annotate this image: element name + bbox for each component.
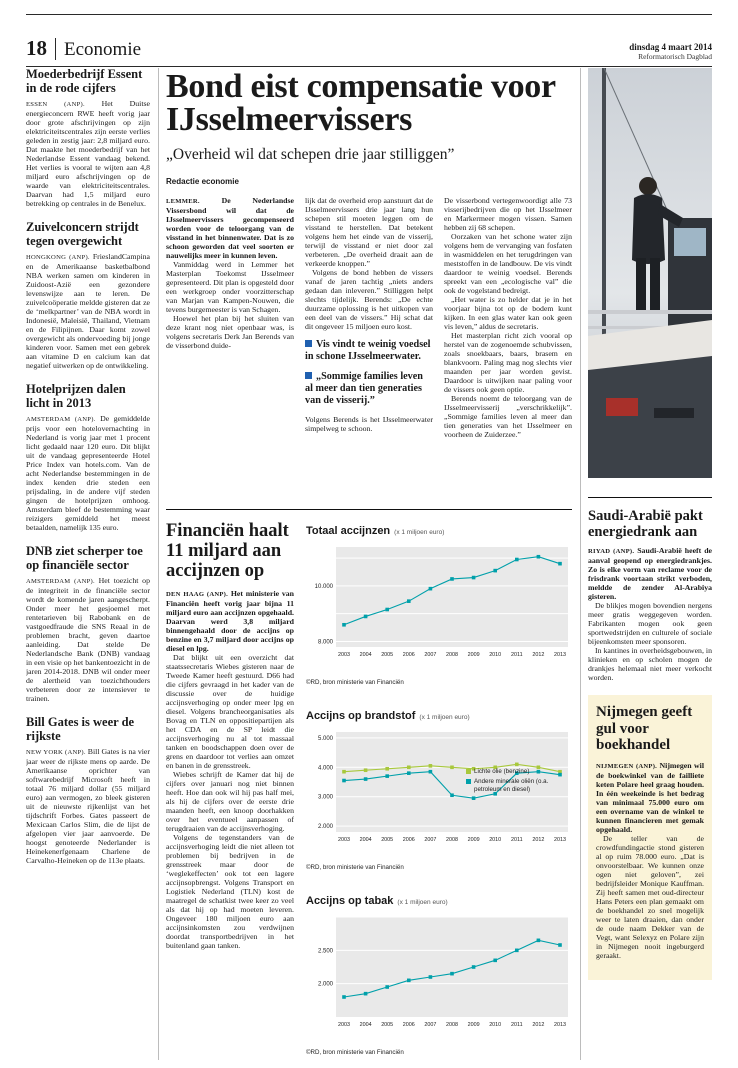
svg-text:2010: 2010 xyxy=(489,652,502,658)
chart-source: ©RD, bron ministerie van Financiën xyxy=(306,679,404,686)
article-paragraph: „Het water is zo helder dat je in het voorjaar bijna tot op de bodem kunt kijken. In een glas water kan ook geen vis leven,” aldus de secretaris. xyxy=(444,295,572,331)
article-paragraph: In kantines in overheidsgebouwen, in klinieken en op scholen mogen de drankjes helemaal niet meer verkocht worden. xyxy=(588,646,712,682)
section-block xyxy=(26,36,141,61)
section-divider xyxy=(588,497,712,498)
chart-totaal-accijnzen xyxy=(306,521,572,686)
article-paragraph: Volgens Berends is het IJsselmeerwater simpelweg te schoon. xyxy=(305,415,433,433)
article-lead: De Nederlandse Vissersbond wil dat de IJsselmeervissers gecompenseerd worden voor de teloorgang van de visstand in het binnenwater. Dat is zo schoon geworden dat veel soorten er nauwelijks meer in kunnen leven. xyxy=(166,196,294,260)
right-column xyxy=(588,68,712,1060)
dateline: NEW YORK (ANP). xyxy=(26,749,86,756)
svg-text:2010: 2010 xyxy=(489,1022,502,1028)
svg-text:2008: 2008 xyxy=(446,837,458,843)
svg-text:2006: 2006 xyxy=(402,1022,415,1028)
svg-text:2003: 2003 xyxy=(338,652,350,658)
chart-canvas xyxy=(306,911,572,1048)
article-body: Bill Gates is na vier jaar weer de rijkste mens op aarde. De Amerikaanse oprichter van softwarebedrijf Microsoft heeft in totaal 76 miljard dollar (55 miljard euro) aan vermogen, zo bleek gisteren uit de nieuwste rijkenlijst van het tijdschrift Forbes. Gates passeert de Mexicaan Carlos Slim, die de lijst de afgelopen vier jaar aanvoerde. De hoogst genoteerde Nederlander is Heinekenerfgenaam Charlene de Carvalho-Heineken op de 113e plaats. xyxy=(26,747,150,865)
svg-text:2012: 2012 xyxy=(532,652,545,658)
chart-svg xyxy=(306,541,572,673)
svg-text:2012: 2012 xyxy=(532,1022,545,1028)
article-paragraph: Hoewel het plan bij het sluiten van deze krant nog niet openbaar was, is volgens secretaris Derk Jan Berends van de visserbond duide- xyxy=(166,314,294,350)
article-lead: Het ministerie van Financiën heeft vorig jaar bijna 11 miljard euro aan accijnzen opgehaald. Daarvan werd 3,8 miljard binnengehaald door de accijns op benzine en 3,7 miljard door accijns op diesel en lpg. xyxy=(166,589,294,653)
date-block xyxy=(629,42,712,61)
chart-unit: (x 1 miljoen euro) xyxy=(419,714,470,721)
chart-unit: (x 1 miljoen euro) xyxy=(394,529,445,536)
dateline: AMSTERDAM (ANP). xyxy=(26,416,96,423)
fisherman-photo xyxy=(588,68,712,478)
svg-text:2009: 2009 xyxy=(467,1022,480,1028)
legend-entry xyxy=(466,768,566,775)
section-title: Economie xyxy=(64,39,142,60)
svg-text:2004: 2004 xyxy=(359,1022,372,1028)
dateline: DEN HAAG (ANP). xyxy=(166,591,229,598)
svg-text:2005: 2005 xyxy=(381,837,394,843)
main-subhead: „Overheid wil dat schepen drie jaar stilliggen” xyxy=(166,146,455,163)
chart-accijns-tabak xyxy=(306,891,572,1056)
chart-legend xyxy=(466,768,566,796)
svg-text:2007: 2007 xyxy=(424,1022,437,1028)
article-title: DNB ziet scherper toe op financiële sector xyxy=(26,544,143,572)
briefs-column xyxy=(26,68,150,1060)
legend-label: Andere minerale oliën (o.a. petroleum en diesel) xyxy=(474,778,549,793)
byline: Redactie economie xyxy=(166,177,239,186)
article-paragraph: Het masterplan richt zich vooral op herstel van de zogenoemde schubvissen, zoals snoekbaars, baars, brasem en blankvoorn. Paling mag nog slechts vier maanden per jaar worden gevist. Daardoor is uitwijken naar paling voor de vissers ook geen optie. xyxy=(444,331,572,394)
chart-unit: (x 1 miljoen euro) xyxy=(397,899,448,906)
svg-text:2.500: 2.500 xyxy=(317,948,333,955)
dateline: AMSTERDAM (ANP). xyxy=(26,578,95,585)
page-content xyxy=(26,68,712,1060)
svg-text:2008: 2008 xyxy=(446,1022,458,1028)
svg-text:2013: 2013 xyxy=(554,652,566,658)
article-title: Moederbedrijf Essent in de rode cijfers xyxy=(26,68,143,95)
article-lead: Saudi-Arabië heeft de aanval geopend op energiedrankjes. Zo is elke vorm van reclame voor de frisdrank voortaan strikt verboden, meldde de zender Al-Arabiya gisteren. xyxy=(588,546,712,601)
main-article xyxy=(166,70,572,488)
article-paragraph: Volgens de tegenstanders van de accijnsverhoging leidt die niet alleen tot problemen bij bedrijven in de grensstreek maar door de ‘weglekeffecten’ ook tot een lagere accijnsopbrengst. Volgens Transport en Logistiek Nederland (TLN) kost de maatregel de schatkist twee keer zo veel als dat hij op had moeten leveren. Ongeveer 180 miljoen euro aan accijnsinkomsten zou verdwijnen doordat transportbedrijven in het buitenland gaan tanken. xyxy=(166,833,294,950)
svg-text:2007: 2007 xyxy=(424,837,437,843)
brief-article-gates xyxy=(26,716,150,865)
charts-column xyxy=(306,521,572,1060)
svg-text:2.000: 2.000 xyxy=(317,981,333,988)
dateline: NIJMEGEN (ANP). xyxy=(596,762,658,770)
dateline: RIYAD (ANP). xyxy=(588,548,635,555)
main-article-body xyxy=(166,196,572,488)
svg-text:2003: 2003 xyxy=(338,1022,350,1028)
chart-header xyxy=(306,521,572,539)
article-title: Zuivelconcern strijdt tegen overgewicht xyxy=(26,220,139,248)
article-body: FrieslandCampina en de Amerikaanse basketbalbond NBA werken samen om kinderen in Zuidoost-Azië een gezondere levenswijze aan te leren. De zuivelcoöperatie meldde gisteren dat ze de ‘melkpartner’ van de NBA wordt in Indonesië, Maleisië, Thailand, Vietnam en de Filipijnen. Daar komt zowel overgewicht als ondervoeding bij jonge kinderen voor. Samen met een gebrek aan vitamine D en calcium kan dat negatief uitwerken op de ontwikkeling. xyxy=(26,252,150,370)
svg-text:2013: 2013 xyxy=(554,1022,566,1028)
saudi-article xyxy=(588,508,712,682)
chart-title: Accijns op tabak xyxy=(306,895,394,907)
article-paragraph: Oorzaken van het schone water zijn volgens hem de vervanging van fosfaten in wasmiddelen en het terugdringen van meststoffen in de landbouw. De vis vindt daardoor te weinig voedsel. Berends spreekt van een „ecologische val” die ook de vogelstand bedreigt. xyxy=(444,232,572,295)
svg-text:2013: 2013 xyxy=(554,837,566,843)
article-title: Nijmegen geeft gul voor boekhandel xyxy=(596,704,693,753)
svg-text:2006: 2006 xyxy=(402,652,415,658)
page-number: 18 xyxy=(26,36,47,60)
article-title: Hotelprijzen dalen licht in 2013 xyxy=(26,382,126,410)
finance-article xyxy=(166,521,294,1060)
article-paragraph: De visserbond vertegenwoordigt alle 73 visserijbedrijven die op het IJsselmeer en Markermeer mogen vissen. Samen hebben zij 68 schepen. xyxy=(444,196,572,232)
page-header xyxy=(26,14,712,67)
article-paragraph: Wiebes schrijft de Kamer dat hij de cijfers over januari nog niet binnen heeft. Hoe dan ook wil hij pas half mei, als hij de cijfers over de eerste drie maanden heeft, een knoop doorhakken over het eventueel aanpassen of terugdraaien van de accijnsverhoging. xyxy=(166,770,294,833)
article-paragraph: De blikjes mogen bovendien nergens meer gratis weggegeven worden. Fabrikanten mogen ook geen sportwedstrijden en culturele of sociale bijeenkomsten meer sponsoren. xyxy=(588,601,712,646)
pullquote xyxy=(305,371,433,407)
chart-svg xyxy=(306,911,572,1043)
nijmegen-box xyxy=(588,695,712,980)
brief-article-essent xyxy=(26,68,150,208)
article-body: Het Duitse energieconcern RWE heeft vorig jaar door grote afschrijvingen op zijn elektriciteitscentrales zijn eerste verlies geleden in zestig jaar: 2,8 miljard euro. Dat maakte het moederbedrijf van het Nederlandse Essent vandaag bekend. Het verlies is vooral te wijten aan 4,8 miljard euro afschrijvingen op de waarde van elektriciteitscentrales. Daarvan had 1,5 miljard euro betrekking op centrales in de Benelux. xyxy=(26,99,150,208)
chart-header xyxy=(306,706,572,724)
pullquote-text: „Sommige families leven al meer dan tien generaties van de visserij.” xyxy=(305,371,423,406)
pullquote-text: Vis vindt te weinig voedsel in schone IJsselmeerwater. xyxy=(305,339,431,362)
svg-text:2009: 2009 xyxy=(467,837,480,843)
finance-section xyxy=(166,509,572,1060)
article-title: Bill Gates is weer de rijkste xyxy=(26,715,135,743)
svg-text:2003: 2003 xyxy=(338,837,350,843)
legend-swatch-icon xyxy=(466,779,471,784)
svg-text:2011: 2011 xyxy=(511,837,523,843)
center-column xyxy=(166,68,572,1060)
chart-accijns-brandstof xyxy=(306,706,572,871)
article-paragraph: Dat blijkt uit een overzicht dat staatssecretaris Wiebes gisteren naar de Tweede Kamer heeft gestuurd. D66 had die cijfers gevraagd in het kader van de discussie over de huidige accijnsverhoging op onder meer lpg en diesel. Volgens brancheorganisaties als Bovag en TLN en oppositiepartijen als het CDA en de SP leidt die accijnsverhoging nu al tot massaal tanken en boodschappen doen over de grens en daardoor tot verlies aan omzet en banen in de grensstreek. xyxy=(166,653,294,770)
legend-swatch-icon xyxy=(466,769,471,774)
svg-text:2009: 2009 xyxy=(467,652,480,658)
article-body: Het toezicht op de integriteit in de financiële sector wordt de komende jaren aangescherpt. Onder meer het gesjoemel met rentetarieven bij Rabobank en de vastgoedfraude die SNS Reaal in de problemen bracht, geven daartoe aanleiding. Dat stelde De Nederlandsche Bank (DNB) vandaag in een visie op het bankentoezicht in de jaren 2014-2018. DNB wil onder meer de alertheid van toezichthouders verbeteren door ze intensiever te trainen. xyxy=(26,576,150,703)
svg-text:2011: 2011 xyxy=(511,652,523,658)
article-title: Saudi-Arabië pakt energiedrank aan xyxy=(588,508,703,540)
column-divider xyxy=(158,68,159,1060)
brief-article-hotelprijzen xyxy=(26,383,150,532)
svg-text:2007: 2007 xyxy=(424,652,437,658)
chart-header xyxy=(306,891,572,909)
legend-entry xyxy=(466,778,566,793)
article-paragraph: lijk dat de overheid erop aanstuurt dat de IJsselmeervissers drie jaar lang hun schepen stil moeten leggen om de visstand te herstellen. Dat betekent volgens hem het einde van de visserij, terwijl de visstand er niet door zal verbeteren. „De overheid draait aan de verkeerde knoppen.” xyxy=(305,196,433,268)
svg-text:8.000: 8.000 xyxy=(317,639,333,646)
svg-text:10.000: 10.000 xyxy=(314,583,333,590)
svg-text:5.000: 5.000 xyxy=(317,735,333,742)
svg-text:2004: 2004 xyxy=(359,652,372,658)
article-paragraph: De teller van de crowdfundingactie stond gisteren al op ruim 78.000 euro. „Dat is onvoorstelbaar. We kunnen onze ogen niet geloven”, zei bedrijfsleider Monique Kauffman. Zij heeft samen met oud-directeur Hans Peters een plan gemaakt om de boekhandel zo snel mogelijk weer te laten draaien, dan onder de oude naam Dekker van de Vegt, want Selexyz en Polare zijn in Nijmegen nooit ingeburgerd geraakt. xyxy=(596,833,704,960)
svg-text:2.000: 2.000 xyxy=(317,824,333,831)
chart-source: ©RD, bron ministerie van Financiën xyxy=(306,1049,404,1056)
svg-text:3.000: 3.000 xyxy=(317,794,333,801)
svg-text:2011: 2011 xyxy=(511,1022,523,1028)
chart-canvas xyxy=(306,541,572,678)
svg-text:2005: 2005 xyxy=(381,1022,394,1028)
svg-text:2005: 2005 xyxy=(381,652,394,658)
article-paragraph: Berends noemt de teloorgang van de IJsselmeervisserij „verschrikkelijk”. „Sommige families leven al meer dan tien generaties van het IJsselmeer en voorheen de Zuiderzee.” xyxy=(444,394,572,439)
dateline: HONGKONG (ANP). xyxy=(26,254,90,261)
legend-label: Lichte olie (benzine) xyxy=(474,768,530,775)
brief-article-zuivel xyxy=(26,221,150,370)
bullet-square-icon xyxy=(305,372,312,379)
dateline: ESSEN (ANP). xyxy=(26,101,85,108)
svg-text:2010: 2010 xyxy=(489,837,502,843)
svg-text:2004: 2004 xyxy=(359,837,372,843)
article-paragraph: Vanmiddag werd in Lemmer het Masterplan Toekomst IJsselmeer gepresenteerd. Dit plan is opgesteld door een werkgroep onder voorzitterschap van Marjan van Kampen-Nouwen, die tevens burgemeester is van Schagen. xyxy=(166,260,294,314)
chart-title: Totaal accijnzen xyxy=(306,525,391,537)
column-divider xyxy=(580,68,581,1060)
finance-headline: Financiën haalt 11 miljard aan accijnzen op xyxy=(166,521,289,581)
header-divider xyxy=(55,38,56,60)
chart-source: ©RD, bron ministerie van Financiën xyxy=(306,864,404,871)
brief-article-dnb xyxy=(26,545,150,703)
svg-text:2008: 2008 xyxy=(446,652,458,658)
article-paragraph: Volgens de bond hebben de vissers vanaf de jaren tachtig „niets anders gedaan dan inleveren.” Stilliggen helpt slechts tijdelijk. Berends: „De echte duurzame oplossing is het uitkopen van een deel van de vissers.” Hij schat dat dit ongeveer 15 miljoen euro kost. xyxy=(305,268,433,331)
main-headline: Bond eist compensatie voor IJsselmeervissers xyxy=(166,68,556,138)
article-column-2 xyxy=(305,196,433,488)
dateline: LEMMER. xyxy=(166,198,200,205)
publication-name: Reformatorisch Dagblad xyxy=(638,52,712,61)
chart-title: Accijns op brandstof xyxy=(306,710,416,722)
article-body: De gemiddelde prijs voor een hotelovernachting in Nederland is vorig jaar met 1 procent licht gedaald naar 120 euro. Dit blijkt uit de vandaag gepresenteerde Hotel Price Index van hotels.com. Van de acht Nederlandse bestemmingen in de index kenden drie steden een prijsdaling, in de andere vijf steden gingen de hotelprijzen omhoog. Amsterdam bleef de bestemming waar reizigers gemiddeld het meest betaalden, namelijk 135 euro. xyxy=(26,414,150,532)
svg-text:2006: 2006 xyxy=(402,837,415,843)
article-column-1 xyxy=(166,196,294,488)
svg-text:4.000: 4.000 xyxy=(317,765,333,772)
pullquote xyxy=(305,339,433,363)
article-column-3 xyxy=(444,196,572,488)
bullet-square-icon xyxy=(305,340,312,347)
svg-text:2012: 2012 xyxy=(532,837,545,843)
page-date: dinsdag 4 maart 2014 xyxy=(629,42,712,52)
chart-canvas xyxy=(306,726,572,863)
article-lead: Nijmegen wil de boekwinkel van de failliete keten Polare heel graag houden. In één weekeinde is het bedrag van minimaal 75.000 euro om een overname van de winkel te kunnen financieren met gemak opgehaald. xyxy=(596,760,704,834)
